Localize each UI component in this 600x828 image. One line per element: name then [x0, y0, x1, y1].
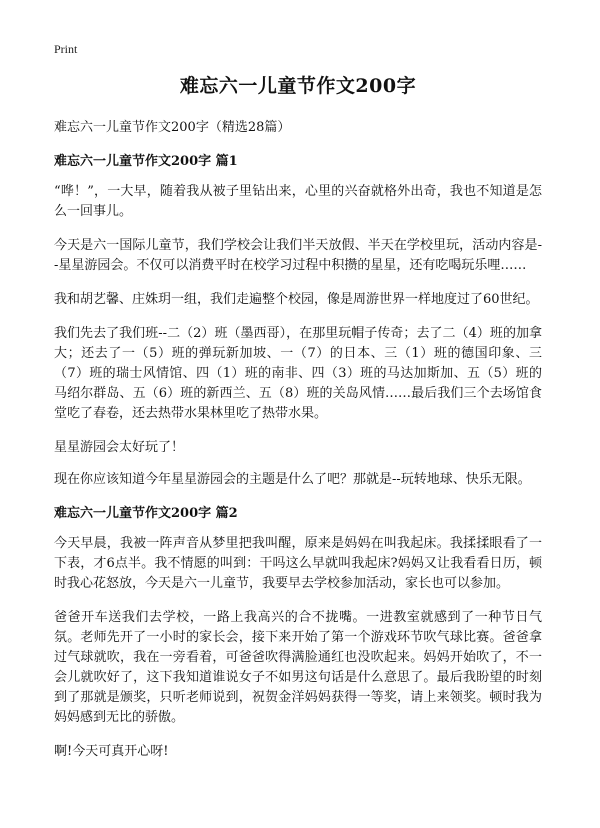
section-heading: 难忘六一儿童节作文200字 篇2	[54, 506, 238, 521]
print-link[interactable]: Print	[54, 42, 78, 56]
paragraph: 爸爸开车送我们去学校，一路上我高兴的合不拢嘴。一进教室就感到了一种节日气氛。老师先开了一小时的家长会，接下来开始了第一个游戏环节吹气球比赛。爸爸拿过气球就吹，我在一旁看着，可爸爸吹得满脸通红也没吹起来。妈妈开始吹了，不一会儿就吹好了，这下我知道谁说女子不如男这句话是什么意思了。最后我盼望的时刻到了那就是颁奖，只听老师说到，祝贺金洋妈妈获得一等奖，请上来领奖。顿时我为妈妈感到无比的骄傲。	[54, 610, 542, 725]
paragraph: “哗！”，一大早，随着我从被子里钻出来，心里的兴奋就格外出奇，我也不知道是怎么一回事儿。	[54, 184, 542, 219]
section-heading: 难忘六一儿童节作文200字 篇1	[54, 154, 238, 169]
document-title: 难忘六一儿童节作文200字	[179, 75, 417, 97]
section-2	[54, 504, 542, 762]
paragraph: 现在你应该知道今年星星游园会的主题是什么了吧？那就是--玩转地球、快乐无限。	[54, 472, 531, 487]
paragraph: 今天是六一国际儿童节，我们学校会让我们半天放假、半天在学校里玩，活动内容是--星星游园会。不仅可以消费平时在校学习过程中积攒的星星，还有吃喝玩乐哩……	[54, 238, 542, 273]
document-subtitle: 难忘六一儿童节作文200字（精选28篇）	[54, 120, 291, 135]
paragraph: 我和胡艺馨、庄姝玥一组，我们走遍整个校园，像是周游世界一样地度过了60世纪。	[54, 292, 539, 307]
paragraph: 啊!今天可真开心呀!	[54, 744, 169, 759]
paragraph: 今天早晨，我被一阵声音从梦里把我叫醒，原来是妈妈在叫我起床。我揉揉眼看了一下表，才6点半。我不情愿的叫到：干吗这么早就叫我起床?妈妈又让我看看日历，顿时我心花怒放，今天是六一儿童节，我要早去学校参加活动，家长也可以参加。	[54, 536, 542, 591]
section-1	[54, 152, 542, 490]
paragraph: 星星游园会太好玩了！	[54, 440, 185, 455]
paragraph: 我们先去了我们班--二（2）班（墨西哥），在那里玩帽子传奇；去了二（4）班的加拿大；还去了一（5）班的弹玩新加坡、一（7）的日本、三（1）班的德国印象、三（7）班的瑞士风情馆、四（1）班的南非、四（3）班的马达加斯加、五（5）班的马绍尔群岛、五（6）班的新西兰、五（8）班的关岛风情……最后我们三个去场馆食堂吃了春卷，还去热带水果林里吃了热带水果。	[54, 326, 542, 421]
